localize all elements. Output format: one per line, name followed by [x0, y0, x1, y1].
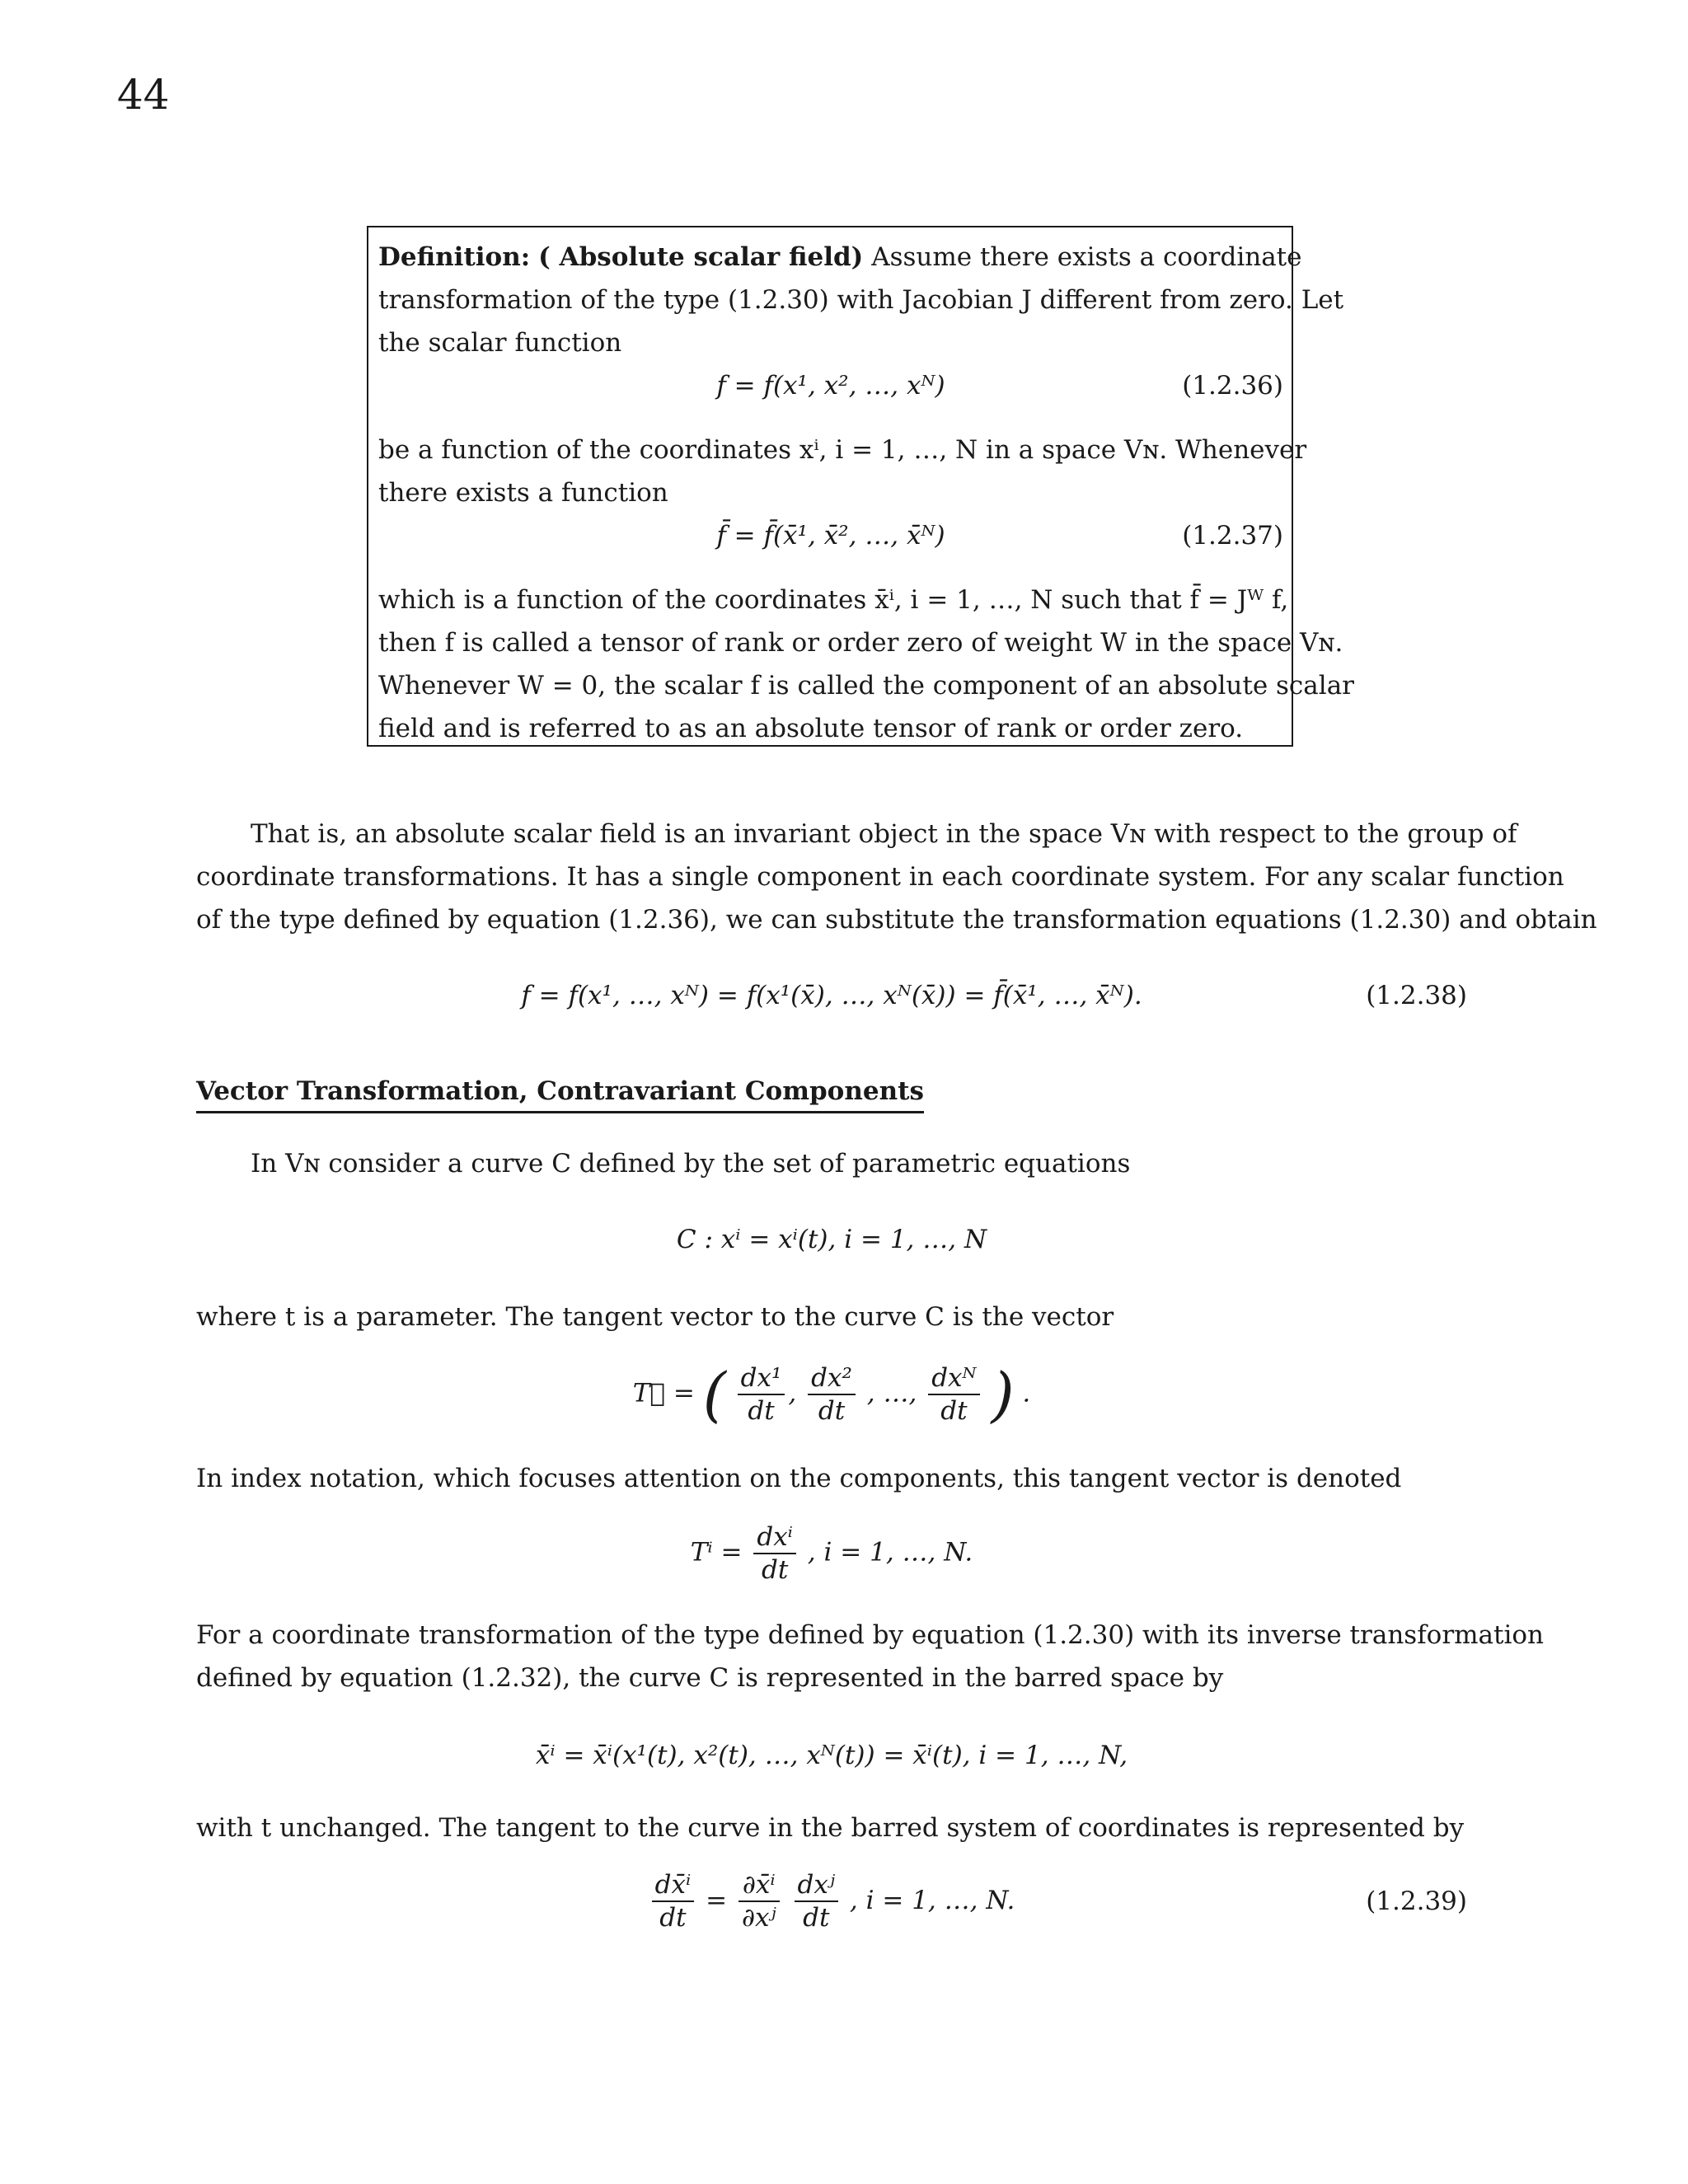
denominator: dt — [748, 1396, 775, 1426]
paragraph-3 — [196, 1296, 1467, 1338]
definition-line-9: field and is referred to as an absolute tensor of rank or order zero. — [378, 714, 1244, 743]
definition-line-2: transformation of the type (1.2.30) with Jacobian J different from zero. Let — [378, 285, 1344, 315]
equation-number: (1.2.38) — [1366, 981, 1467, 1010]
text-line: That is, an absolute scalar field is an invariant object in the space Vɴ with respect to the group of — [251, 819, 1517, 849]
definition-line-7: then f is called a tensor of rank or order zero of weight W in the space Vɴ. — [378, 628, 1343, 658]
fraction — [795, 1869, 839, 1933]
right-paren: ) — [991, 1360, 1015, 1429]
denominator: dt — [659, 1903, 687, 1933]
denominator: ∂xʲ — [741, 1903, 776, 1933]
text-line: coordinate transformations. It has a single component in each coordinate system. For any scalar function — [196, 862, 1564, 892]
denominator: dt — [940, 1396, 968, 1426]
index-rhs: , i = 1, …, N. — [807, 1537, 973, 1568]
equation-number: (1.2.36) — [1182, 371, 1283, 401]
page-number: 44 — [117, 71, 170, 119]
fraction — [928, 1362, 979, 1427]
definition-title: ( Absolute scalar field) — [538, 242, 864, 272]
definition-text: Assume there exists a coordinate — [871, 242, 1302, 272]
fraction — [753, 1521, 796, 1586]
fraction — [738, 1362, 785, 1427]
fraction — [652, 1869, 695, 1933]
text-line: with t unchanged. The tangent to the curve in the barred system of coordinates is represented by — [196, 1813, 1465, 1843]
tangent-vector-equation: T⃗ = ( $\frac{\text{dx¹}}{dt}$ , $\frac{\text{dx²}}{dt}$ , …, $\frac{\text{dxᴺ}}{dt}$ ) . — [632, 1360, 1031, 1429]
definition-label: Definition: — [378, 242, 531, 272]
definition-equation-2 — [378, 514, 1283, 557]
equation: f̄ = f̄(x̄¹, x̄², …, x̄ᴺ) — [716, 521, 945, 551]
fraction — [808, 1362, 856, 1427]
denominator: dt — [803, 1903, 830, 1933]
equation-number: (1.2.39) — [1366, 1886, 1467, 1916]
numerator: dxⁱ — [753, 1521, 796, 1554]
numerator: dx¹ — [738, 1362, 785, 1395]
left-paren: ( — [702, 1360, 726, 1429]
equation-1-2-38 — [196, 971, 1467, 1020]
index-notation-equation — [196, 1521, 1467, 1586]
curve-equation: C : xⁱ = xⁱ(t), i = 1, …, N — [676, 1225, 987, 1254]
fraction — [738, 1869, 780, 1933]
tangent-lhs: T⃗ = — [632, 1378, 695, 1408]
definition-line-3: the scalar function — [378, 328, 622, 358]
definition-line-6: which is a function of the coordinates x̄ⁱ, i = 1, …, N such that f̄ = Jᵂ f, — [378, 585, 1289, 615]
numerator: dx² — [808, 1362, 856, 1395]
equation: f = f(x¹, …, xᴺ) = f(x¹(x̄), …, xᴺ(x̄)) = f̄(x̄¹, …, x̄ᴺ). — [521, 981, 1142, 1010]
definition-line-8: Whenever W = 0, the scalar f is called the component of an absolute scalar — [378, 671, 1354, 701]
text-line: For a coordinate transformation of the type defined by equation (1.2.30) with its inverse transformation — [196, 1620, 1545, 1650]
paragraph-5 — [196, 1614, 1545, 1699]
numerator: dxᴺ — [928, 1362, 979, 1395]
numerator: ∂x̄ⁱ — [738, 1869, 780, 1902]
denominator: dt — [761, 1555, 789, 1585]
numerator: dxʲ — [795, 1869, 839, 1902]
equation: f = f(x¹, x², …, xᴺ) — [716, 371, 945, 401]
text-line: In index notation, which focuses attention on the components, this tangent vector is denoted — [196, 1464, 1402, 1493]
equation-rhs: , i = 1, …, N. — [849, 1885, 1015, 1915]
denominator: dt — [818, 1396, 846, 1426]
paragraph-6 — [196, 1807, 1467, 1849]
index-lhs: Tⁱ = — [690, 1537, 743, 1568]
definition-line-4: be a function of the coordinates xⁱ, i = 1, …, N in a space Vɴ. Whenever — [378, 435, 1307, 465]
equation-number: (1.2.37) — [1182, 521, 1283, 551]
section-heading: Vector Transformation, Contravariant Components — [196, 1075, 924, 1113]
text-line: of the type defined by equation (1.2.36), we can substitute the transformation equations (1.2.30) and obtain — [196, 905, 1597, 935]
paragraph-2 — [196, 1142, 1467, 1185]
definition-box — [367, 226, 1354, 747]
equals: = — [706, 1885, 728, 1915]
equation-1-2-39 — [196, 1869, 1467, 1933]
text-line: In Vɴ consider a curve C defined by the set of parametric equations — [251, 1149, 1131, 1179]
text-line: defined by equation (1.2.32), the curve C is represented in the barred space by — [196, 1663, 1224, 1693]
paragraph-4 — [196, 1457, 1467, 1500]
definition-equation-1 — [378, 364, 1283, 407]
definition-line-5: there exists a function — [378, 478, 668, 508]
numerator: dx̄ⁱ — [652, 1869, 695, 1902]
paragraph-1 — [196, 813, 1597, 941]
barred-curve-equation: x̄ⁱ = x̄ⁱ(x¹(t), x²(t), …, xᴺ(t)) = x̄ⁱ(t), i = 1, …, N, — [535, 1741, 1128, 1770]
dots: , …, — [866, 1378, 917, 1408]
definition-line-1 — [378, 236, 1302, 279]
text-line: where t is a parameter. The tangent vector to the curve C is the vector — [196, 1302, 1114, 1332]
period: . — [1022, 1378, 1031, 1408]
